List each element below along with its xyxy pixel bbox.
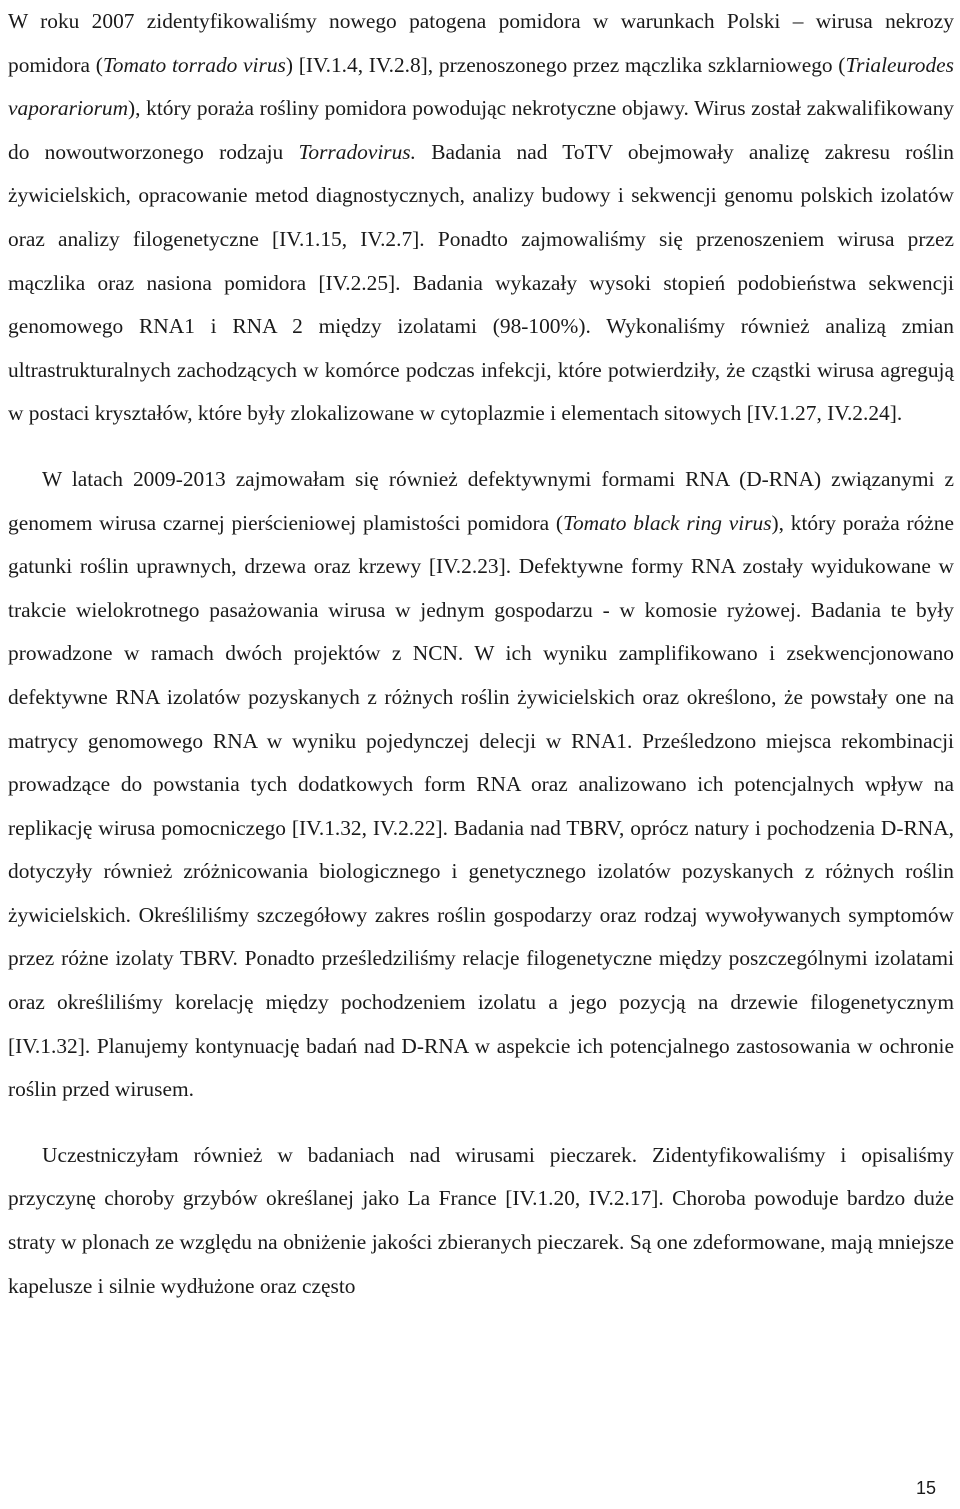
- document-body: [8, 0, 954, 1308]
- text-run: ) [IV.1.4, IV.2.8], przenoszonego przez mączlika szklarniowego (: [285, 52, 846, 77]
- paragraph-tbrv: [8, 458, 954, 1112]
- italic-text-run: Tomato torrado virus: [102, 52, 286, 77]
- paragraph-tomato-torrado: [8, 0, 954, 436]
- paragraph-mushroom-viruses: [8, 1134, 954, 1308]
- text-run: W roku 2007 zidentyfikowaliśmy nowego patogena pomidora w warunkach Polski – wirusa nekrozy pomidora (: [8, 9, 954, 77]
- page-number: 15: [915, 1478, 936, 1498]
- italic-text-run: Torradovirus.: [298, 139, 416, 164]
- text-run: Uczestniczyłam również w badaniach nad wirusami pieczarek. Zidentyfikowaliśmy i opisaliśmy przyczynę choroby grzybów określanej jako La France [IV.1.20, IV.2.17]. Choroba powoduje bardzo duże straty w plonach ze względu na obniżenie jakości zbieranych pieczarek. Są one zdeformowane, mają mniejsze kapelusze i silnie wydłużone oraz często: [8, 1142, 954, 1298]
- text-run: W latach 2009-2013 zajmowałam się również defektywnymi formami RNA (D-RNA) związanymi z genomem wirusa czarnej pierścieniowej plamistości pomidora (: [8, 466, 954, 535]
- paragraph-gap: [8, 1112, 954, 1134]
- text-run: ), który poraża rośliny pomidora powodując nekrotyczne objawy. Wirus został zakwalifikowany do nowoutworzonego rodzaju: [8, 96, 954, 164]
- paragraph-gap: [8, 436, 954, 458]
- text-run: ), który poraża różne gatunki roślin uprawnych, drzewa oraz krzewy [IV.2.23]. Defektywne formy RNA zostały wyidukowane w trakcie wielokrotnego pasażowania wirusa w jednym gospodarzu - w komosie ryżowej. Badania te były prowadzone w ramach dwóch projektów z NCN. W ich wyniku zamplifikowano i zsekwencjonowano defektywne RNA izolatów pozyskanych z różnych roślin żywicielskich oraz określono, że powstały one na matrycy genomowego RNA w wyniku pojedynczej delecji w RNA1. Prześledzono miejsca rekombinacji prowadzące do powstania tych dodatkowych form RNA oraz analizowano ich potencjalnych wpływ na replikację wirusa pomocniczego [IV.1.32, IV.2.22]. Badania nad TBRV, oprócz natury i pochodzenia D-RNA, dotyczyły również zróżnicowania biologicznego i genetycznego izolatów pozyskanych z różnych roślin żywicielskich. Określiliśmy szczegółowy zakres roślin gospodarzy oraz rodzaj wywoływanych symptomów przez różne izolaty TBRV. Ponadto prześledziliśmy relacje filogenetyczne między poszczególnymi izolatami oraz określiliśmy korelację między pochodzeniem izolatu a jego pozycją na drzewie filogenetycznym [IV.1.32]. Planujemy kontynuację badań nad D-RNA w aspekcie ich potencjalnego zastosowania w ochronie roślin przed wirusem.: [8, 510, 954, 1102]
- italic-text-run: Trialeurodes vaporariorum: [8, 52, 954, 121]
- italic-text-run: Tomato black ring virus: [563, 510, 772, 535]
- text-run: Badania nad ToTV obejmowały analizę zakresu roślin żywicielskich, opracowanie metod diagnostycznych, analizy budowy i sekwencji genomu polskich izolatów oraz analizy filogenetyczne [IV.1.15, IV.2.7]. Ponadto zajmowaliśmy się przenoszeniem wirusa przez mączlika oraz nasiona pomidora [IV.2.25]. Badania wykazały wysoki stopień podobieństwa sekwencji genomowego RNA1 i RNA 2 między izolatami (98-100%). Wykonaliśmy również analizą zmian ultrastrukturalnych zachodzących w komórce podczas infekcji, które potwierdziły, że cząstki wirusa agregują w postaci kryształów, które były zlokalizowane w cytoplazmie i elementach sitowych [IV.1.27, IV.2.24].: [8, 139, 954, 426]
